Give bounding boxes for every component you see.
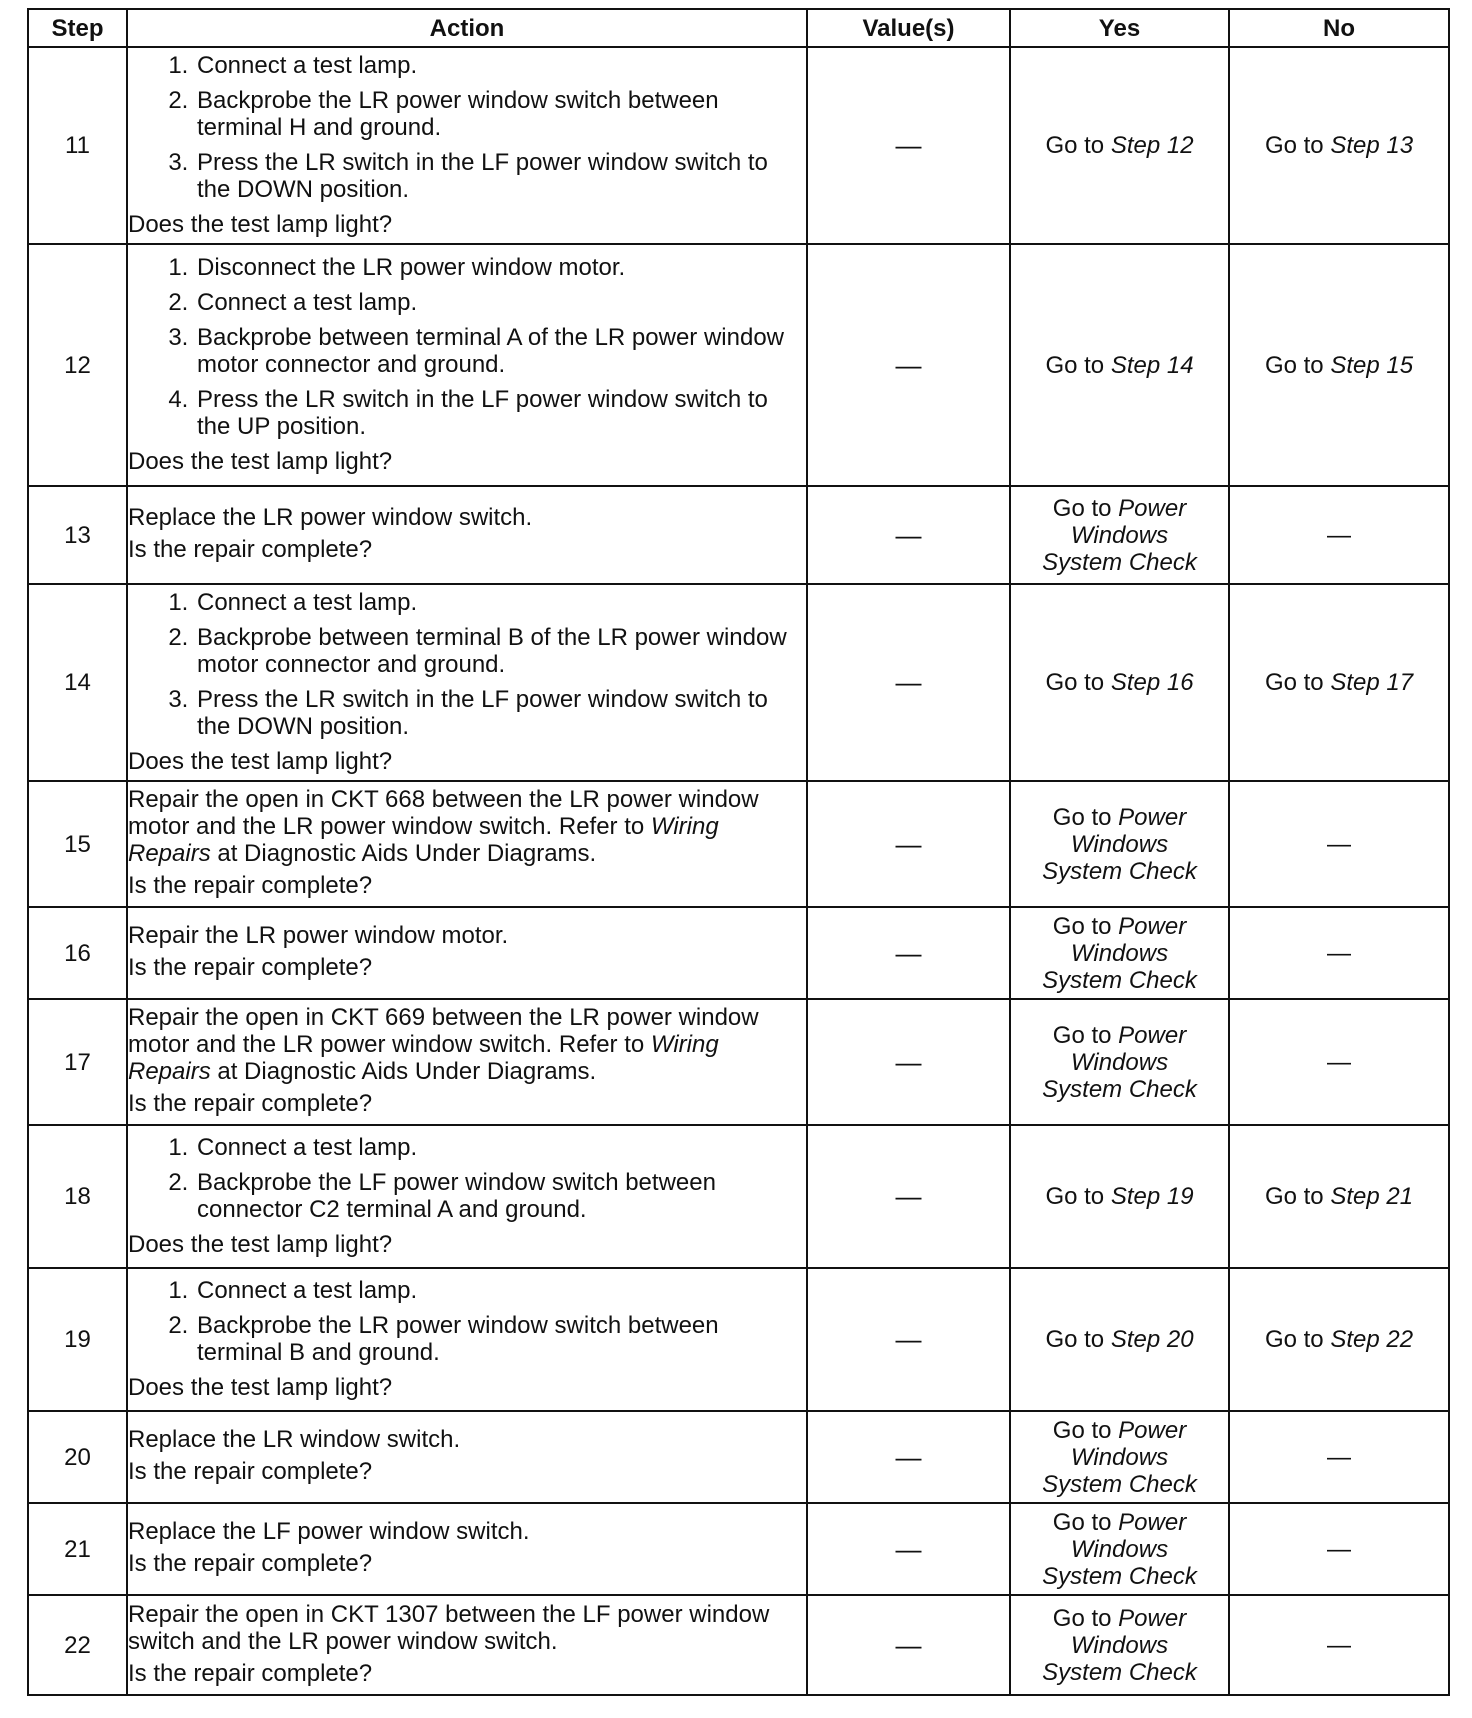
action-cell [127, 1503, 807, 1595]
step-number: 11 [28, 47, 127, 244]
table-row-step-16 [28, 907, 1449, 999]
action-cell [127, 1595, 807, 1695]
list-item: 1. Connect a test lamp. [195, 589, 806, 616]
header-action: Action [127, 9, 807, 47]
list-item: 2. Backprobe the LF power window switch between connector C2 terminal A and ground. [195, 1169, 806, 1223]
value-cell: — [807, 907, 1010, 999]
header-no: No [1229, 9, 1449, 47]
no-cell [1229, 244, 1449, 486]
table-row-step-14 [28, 584, 1449, 781]
action-text [128, 786, 806, 867]
goto-power-windows [1011, 1417, 1228, 1444]
list-item: 1. Connect a test lamp. [195, 1134, 806, 1161]
step-number: 15 [28, 781, 127, 907]
goto-label: Go to [1264, 351, 1324, 379]
no-cell [1229, 584, 1449, 781]
table-row-step-21 [28, 1503, 1449, 1595]
ref-system-check: System Check [1042, 857, 1197, 885]
action-list [128, 52, 806, 203]
ref-windows: Windows [1070, 939, 1169, 967]
action-text: Replace the LF power window switch. [128, 1518, 530, 1545]
step-ref: Step 21 [1330, 1183, 1414, 1210]
ref-system-check: System Check [1042, 1075, 1197, 1103]
action-list [128, 254, 806, 440]
value-cell: — [807, 1595, 1010, 1695]
ref-windows: Windows [1070, 830, 1169, 858]
ref-system-check: System Check [1042, 1562, 1197, 1590]
question: Does the test lamp light? [128, 211, 393, 238]
list-item: 2. Connect a test lamp. [195, 289, 806, 316]
no-cell: — [1229, 907, 1449, 999]
step-ref: Step 16 [1110, 669, 1194, 696]
table-row-step-17 [28, 999, 1449, 1125]
no-cell: — [1229, 1411, 1449, 1503]
action-cell [127, 486, 807, 584]
action-list [128, 1277, 806, 1366]
goto-label: Go to [1264, 132, 1324, 159]
action-text-a: Repair the open in CKT 669 between the LR power window motor and the LR power window switch. Refer to [128, 1004, 759, 1058]
action-cell [127, 47, 807, 244]
goto-label: Go to [1052, 1021, 1112, 1049]
yes-cell [1010, 1268, 1229, 1411]
ref-power: Power [1118, 1416, 1187, 1444]
list-item: 1. Disconnect the LR power window motor. [195, 254, 806, 281]
yes-cell [1010, 907, 1229, 999]
yes-cell [1010, 1411, 1229, 1503]
goto-label: Go to [1045, 132, 1105, 159]
step-number: 14 [28, 584, 127, 781]
yes-cell [1010, 47, 1229, 244]
goto-label: Go to [1052, 494, 1112, 522]
question: Is the repair complete? [128, 954, 373, 981]
table-row-step-18 [28, 1125, 1449, 1268]
table-row-step-11 [28, 47, 1449, 244]
step-ref: Step 14 [1110, 351, 1194, 379]
goto-label: Go to [1045, 351, 1105, 379]
ref-wiring-repairs: Wiring Repairs [128, 813, 719, 867]
ref-windows: Windows [1070, 1631, 1169, 1659]
action-list [128, 1134, 806, 1223]
yes-cell [1010, 244, 1229, 486]
value-cell: — [807, 781, 1010, 907]
no-cell: — [1229, 1503, 1449, 1595]
step-ref: Step 13 [1330, 132, 1414, 159]
ref-power: Power [1118, 494, 1187, 522]
step-ref: Step 17 [1330, 669, 1414, 696]
action-text-b: at Diagnostic Aids Under Diagrams. [217, 840, 597, 867]
step-ref: Step 22 [1330, 1326, 1414, 1353]
no-cell: — [1229, 1595, 1449, 1695]
goto-label: Go to [1045, 1183, 1105, 1210]
yes-cell [1010, 486, 1229, 584]
value-cell: — [807, 47, 1010, 244]
action-list [128, 589, 806, 740]
value-cell: — [807, 584, 1010, 781]
step-number: 20 [28, 1411, 127, 1503]
diagnostic-table [27, 8, 1450, 1696]
value-cell: — [807, 1125, 1010, 1268]
goto-power-windows [1011, 1022, 1228, 1049]
list-item: 3. Press the LR switch in the LF power window switch to the DOWN position. [195, 149, 806, 203]
ref-system-check: System Check [1042, 548, 1197, 576]
ref-system-check: System Check [1042, 1470, 1197, 1498]
step-number: 18 [28, 1125, 127, 1268]
goto-label: Go to [1264, 669, 1324, 696]
action-cell [127, 907, 807, 999]
ref-windows: Windows [1070, 521, 1169, 549]
question: Does the test lamp light? [128, 748, 393, 775]
goto-power-windows [1011, 1605, 1228, 1632]
table-row-step-22 [28, 1595, 1449, 1695]
goto-label: Go to [1045, 669, 1105, 696]
yes-cell [1010, 1125, 1229, 1268]
goto-label: Go to [1052, 1508, 1112, 1536]
header-value: Value(s) [807, 9, 1010, 47]
action-text-b: at Diagnostic Aids Under Diagrams. [217, 1058, 597, 1085]
goto-power-windows [1011, 804, 1228, 831]
action-cell [127, 584, 807, 781]
step-ref: Step 19 [1110, 1183, 1194, 1210]
header-step: Step [28, 9, 127, 47]
header-row [28, 9, 1449, 47]
ref-windows: Windows [1070, 1048, 1169, 1076]
goto-label: Go to [1052, 803, 1112, 831]
table-row-step-12 [28, 244, 1449, 486]
step-number: 21 [28, 1503, 127, 1595]
question: Does the test lamp light? [128, 1231, 393, 1258]
goto-label: Go to [1052, 912, 1112, 940]
yes-cell [1010, 1503, 1229, 1595]
ref-power: Power [1118, 1021, 1187, 1049]
no-cell: — [1229, 999, 1449, 1125]
question: Is the repair complete? [128, 1550, 373, 1577]
question: Is the repair complete? [128, 1090, 373, 1117]
yes-cell [1010, 781, 1229, 907]
goto-label: Go to [1264, 1183, 1324, 1210]
question: Does the test lamp light? [128, 1374, 393, 1401]
question: Is the repair complete? [128, 1458, 373, 1485]
question: Is the repair complete? [128, 536, 373, 563]
action-cell [127, 781, 807, 907]
no-cell: — [1229, 781, 1449, 907]
question: Does the test lamp light? [128, 448, 393, 475]
no-cell [1229, 47, 1449, 244]
action-text: Repair the open in CKT 1307 between the LF power window switch and the LR power window switch. [128, 1600, 770, 1655]
list-item: 1. Connect a test lamp. [195, 1277, 806, 1304]
ref-wiring-repairs: Wiring Repairs [128, 1031, 719, 1085]
no-cell [1229, 1268, 1449, 1411]
table-row-step-15 [28, 781, 1449, 907]
ref-system-check: System Check [1042, 966, 1197, 994]
value-cell: — [807, 1268, 1010, 1411]
list-item: 2. Backprobe the LR power window switch between terminal H and ground. [195, 87, 806, 141]
no-cell: — [1229, 486, 1449, 584]
ref-power: Power [1118, 1508, 1187, 1536]
header-yes: Yes [1010, 9, 1229, 47]
table-row-step-19 [28, 1268, 1449, 1411]
goto-label: Go to [1052, 1604, 1112, 1632]
action-cell [127, 1268, 807, 1411]
action-text: Replace the LR power window switch. [128, 504, 533, 531]
step-number: 17 [28, 999, 127, 1125]
action-cell [127, 999, 807, 1125]
ref-power: Power [1118, 1604, 1187, 1632]
ref-windows: Windows [1070, 1443, 1169, 1471]
ref-power: Power [1118, 912, 1187, 940]
step-number: 12 [28, 244, 127, 486]
question: Is the repair complete? [128, 1659, 373, 1687]
yes-cell [1010, 999, 1229, 1125]
action-cell [127, 244, 807, 486]
action-text: Replace the LR window switch. [128, 1426, 461, 1453]
goto-power-windows [1011, 913, 1228, 940]
goto-label: Go to [1045, 1326, 1105, 1353]
action-text: Repair the LR power window motor. [128, 922, 509, 949]
goto-power-windows [1011, 1509, 1228, 1536]
value-cell: — [807, 244, 1010, 486]
step-number: 13 [28, 486, 127, 584]
goto-power-windows [1011, 495, 1228, 522]
list-item: 4. Press the LR switch in the LF power window switch to the UP position. [195, 386, 806, 440]
list-item: 1. Connect a test lamp. [195, 52, 806, 79]
table-row-step-13 [28, 486, 1449, 584]
step-number: 16 [28, 907, 127, 999]
question: Is the repair complete? [128, 872, 373, 899]
goto-label: Go to [1052, 1416, 1112, 1444]
list-item: 3. Press the LR switch in the LF power window switch to the DOWN position. [195, 686, 806, 740]
step-ref: Step 12 [1110, 132, 1194, 159]
table-row-step-20 [28, 1411, 1449, 1503]
step-ref: Step 20 [1110, 1326, 1194, 1353]
value-cell: — [807, 999, 1010, 1125]
goto-label: Go to [1264, 1326, 1324, 1353]
no-cell [1229, 1125, 1449, 1268]
yes-cell [1010, 1595, 1229, 1695]
value-cell: — [807, 486, 1010, 584]
action-cell [127, 1411, 807, 1503]
ref-system-check: System Check [1042, 1658, 1197, 1686]
action-text [128, 1004, 806, 1085]
ref-windows: Windows [1070, 1535, 1169, 1563]
ref-power: Power [1118, 803, 1187, 831]
action-cell [127, 1125, 807, 1268]
value-cell: — [807, 1411, 1010, 1503]
step-ref: Step 15 [1330, 351, 1414, 379]
step-number: 19 [28, 1268, 127, 1411]
list-item: 3. Backprobe between terminal A of the LR power window motor connector and ground. [195, 324, 806, 378]
list-item: 2. Backprobe the LR power window switch between terminal B and ground. [195, 1312, 806, 1366]
list-item: 2. Backprobe between terminal B of the LR power window motor connector and ground. [195, 624, 806, 678]
yes-cell [1010, 584, 1229, 781]
step-number: 22 [28, 1595, 127, 1695]
value-cell: — [807, 1503, 1010, 1595]
action-text-a: Repair the open in CKT 668 between the LR power window motor and the LR power window switch. Refer to [128, 786, 759, 840]
